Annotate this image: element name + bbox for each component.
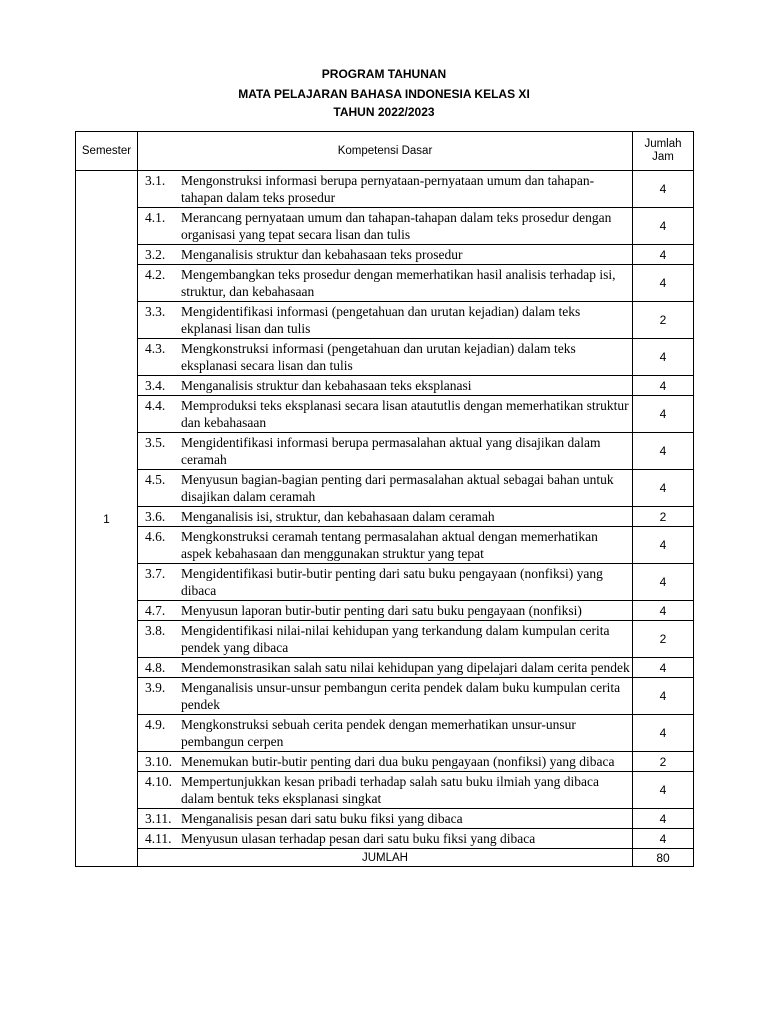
kd-cell bbox=[138, 433, 633, 470]
kd-cell bbox=[138, 752, 633, 772]
table-row bbox=[76, 752, 694, 772]
kd-text: Menyusun ulasan terhadap pesan dari satu buku fiksi yang dibaca bbox=[181, 831, 536, 846]
table-row bbox=[76, 829, 694, 849]
total-value: 80 bbox=[633, 849, 694, 867]
kd-number: 3.11. bbox=[145, 811, 172, 826]
table-body bbox=[76, 171, 694, 867]
kd-number: 4.6. bbox=[145, 529, 166, 544]
hours-cell: 4 bbox=[633, 564, 694, 601]
kd-text: Menganalisis isi, struktur, dan kebahasaan dalam ceramah bbox=[181, 509, 495, 524]
hours-cell: 4 bbox=[633, 829, 694, 849]
kd-number: 4.4. bbox=[145, 398, 166, 413]
table-row bbox=[76, 376, 694, 396]
hours-header bbox=[633, 132, 694, 171]
table-row bbox=[76, 678, 694, 715]
kd-number: 3.7. bbox=[145, 566, 166, 581]
table-row bbox=[76, 658, 694, 678]
table-row bbox=[76, 208, 694, 245]
hours-cell: 4 bbox=[633, 396, 694, 433]
hours-cell: 4 bbox=[633, 772, 694, 809]
table-row bbox=[76, 601, 694, 621]
kd-cell bbox=[138, 772, 633, 809]
table-row bbox=[76, 621, 694, 658]
kd-cell bbox=[138, 396, 633, 433]
hours-cell: 4 bbox=[633, 809, 694, 829]
kd-text: Mengidentifikasi butir-butir penting dari satu buku pengayaan (nonfiksi) yang dibaca bbox=[181, 566, 603, 598]
table-row bbox=[76, 715, 694, 752]
kd-number: 4.8. bbox=[145, 660, 166, 675]
table-row bbox=[76, 527, 694, 564]
kd-text: Mengkonstruksi informasi (pengetahuan dan urutan kejadian) dalam teks eksplanasi secara lisan dan tulis bbox=[181, 341, 576, 373]
hours-cell: 4 bbox=[633, 245, 694, 265]
kd-number: 3.10. bbox=[145, 754, 172, 769]
kd-header: Kompetensi Dasar bbox=[138, 132, 633, 171]
table-row bbox=[76, 265, 694, 302]
document-year: TAHUN 2022/2023 bbox=[333, 105, 435, 119]
kd-cell bbox=[138, 829, 633, 849]
kd-text: Menganalisis struktur dan kebahasaan teks eksplanasi bbox=[181, 378, 472, 393]
kd-cell bbox=[138, 678, 633, 715]
kd-cell bbox=[138, 658, 633, 678]
kd-number: 3.3. bbox=[145, 304, 166, 319]
table-row bbox=[76, 507, 694, 527]
hours-cell: 4 bbox=[633, 339, 694, 376]
table-row bbox=[76, 245, 694, 265]
kd-number: 3.2. bbox=[145, 247, 166, 262]
hours-cell: 4 bbox=[633, 715, 694, 752]
kd-cell bbox=[138, 527, 633, 564]
hours-cell: 4 bbox=[633, 208, 694, 245]
hours-cell: 4 bbox=[633, 171, 694, 208]
hours-cell: 4 bbox=[633, 601, 694, 621]
kd-number: 4.9. bbox=[145, 717, 166, 732]
kd-text: Menganalisis unsur-unsur pembangun cerita pendek dalam buku kumpulan cerita pendek bbox=[181, 680, 621, 712]
table-row bbox=[76, 433, 694, 470]
kd-number: 4.1. bbox=[145, 210, 166, 225]
kd-cell bbox=[138, 265, 633, 302]
kd-cell bbox=[138, 507, 633, 527]
hours-header-line2: Jam bbox=[652, 151, 674, 163]
kd-text: Menemukan butir-butir penting dari dua buku pengayaan (nonfiksi) yang dibaca bbox=[181, 754, 615, 769]
kd-number: 4.3. bbox=[145, 341, 166, 356]
kd-cell bbox=[138, 601, 633, 621]
hours-cell: 4 bbox=[633, 678, 694, 715]
kd-text: Mempertunjukkan kesan pribadi terhadap salah satu buku ilmiah yang dibaca dalam bentuk teks eksplanasi singkat bbox=[181, 774, 599, 806]
hours-header-line1: Jumlah bbox=[644, 138, 682, 150]
table-row bbox=[76, 470, 694, 507]
hours-cell: 4 bbox=[633, 470, 694, 507]
kd-cell bbox=[138, 564, 633, 601]
kd-cell bbox=[138, 621, 633, 658]
kd-cell bbox=[138, 470, 633, 507]
kd-text: Mengembangkan teks prosedur dengan memerhatikan hasil analisis terhadap isi, struktur, dan kebahasaan bbox=[181, 267, 616, 299]
kd-cell bbox=[138, 339, 633, 376]
kd-number: 4.10. bbox=[145, 774, 172, 789]
kd-number: 3.9. bbox=[145, 680, 166, 695]
kd-text: Mengonstruksi informasi berupa pernyataan-pernyataan umum dan tahapan-tahapan dalam teks prosedur bbox=[181, 173, 595, 205]
table-row bbox=[76, 302, 694, 339]
hours-cell: 4 bbox=[633, 658, 694, 678]
kd-text: Mengidentifikasi informasi berupa permasalahan aktual yang disajikan dalam ceramah bbox=[181, 435, 601, 467]
kd-cell bbox=[138, 376, 633, 396]
hours-cell: 4 bbox=[633, 433, 694, 470]
document-subtitle: MATA PELAJARAN BAHASA INDONESIA KELAS XI bbox=[238, 87, 530, 101]
kd-number: 4.11. bbox=[145, 831, 172, 846]
kd-text: Menyusun laporan butir-butir penting dari satu buku pengayaan (nonfiksi) bbox=[181, 603, 582, 618]
semester-header: Semester bbox=[76, 132, 138, 171]
kd-number: 4.2. bbox=[145, 267, 166, 282]
table-row bbox=[76, 772, 694, 809]
kd-cell bbox=[138, 809, 633, 829]
table-row bbox=[76, 809, 694, 829]
semester-cell: 1 bbox=[76, 171, 138, 867]
kd-text: Merancang pernyataan umum dan tahapan-tahapan dalam teks prosedur dengan organisasi yang tepat secara lisan dan tulis bbox=[181, 210, 612, 242]
kd-text: Mengidentifikasi nilai-nilai kehidupan yang terkandung dalam kumpulan cerita pendek yang dibaca bbox=[181, 623, 610, 655]
kd-cell bbox=[138, 715, 633, 752]
competency-table bbox=[75, 131, 694, 867]
kd-cell bbox=[138, 245, 633, 265]
hours-cell: 2 bbox=[633, 302, 694, 339]
kd-number: 4.5. bbox=[145, 472, 166, 487]
hours-cell: 4 bbox=[633, 265, 694, 302]
kd-text: Menganalisis struktur dan kebahasaan teks prosedur bbox=[181, 247, 463, 262]
hours-cell: 4 bbox=[633, 527, 694, 564]
kd-text: Menyusun bagian-bagian penting dari permasalahan aktual sebagai bahan untuk disajikan dalam ceramah bbox=[181, 472, 614, 504]
document-title: PROGRAM TAHUNAN bbox=[321, 67, 447, 81]
kd-text: Menganalisis pesan dari satu buku fiksi yang dibaca bbox=[181, 811, 463, 826]
table-row bbox=[76, 396, 694, 433]
kd-text: Mengkonstruksi sebuah cerita pendek dengan memerhatikan unsur-unsur pembangun cerpen bbox=[181, 717, 576, 749]
kd-text: Mengidentifikasi informasi (pengetahuan dan urutan kejadian) dalam teks ekplanasi lisan dan tulis bbox=[181, 304, 581, 336]
kd-cell bbox=[138, 302, 633, 339]
kd-number: 4.7. bbox=[145, 603, 166, 618]
total-row bbox=[76, 849, 694, 867]
kd-number: 3.5. bbox=[145, 435, 166, 450]
table-header-row bbox=[76, 132, 694, 171]
kd-cell bbox=[138, 208, 633, 245]
table-row bbox=[76, 339, 694, 376]
kd-number: 3.4. bbox=[145, 378, 166, 393]
kd-text: Mengkonstruksi ceramah tentang permasalahan aktual dengan memerhatikan aspek kebahasaan dan menggunakan struktur yang tepat bbox=[181, 529, 598, 561]
kd-text: Mendemonstrasikan salah satu nilai kehidupan yang dipelajari dalam cerita pendek bbox=[181, 660, 630, 675]
table-row bbox=[76, 171, 694, 208]
hours-cell: 4 bbox=[633, 376, 694, 396]
hours-cell: 2 bbox=[633, 507, 694, 527]
hours-cell: 2 bbox=[633, 621, 694, 658]
kd-number: 3.8. bbox=[145, 623, 166, 638]
kd-text: Memproduksi teks eksplanasi secara lisan ataututlis dengan memerhatikan struktur dan kebahasaan bbox=[181, 398, 629, 430]
table-row bbox=[76, 564, 694, 601]
hours-cell: 2 bbox=[633, 752, 694, 772]
kd-number: 3.6. bbox=[145, 509, 166, 524]
kd-number: 3.1. bbox=[145, 173, 166, 188]
kd-cell bbox=[138, 171, 633, 208]
total-label: JUMLAH bbox=[138, 849, 633, 867]
